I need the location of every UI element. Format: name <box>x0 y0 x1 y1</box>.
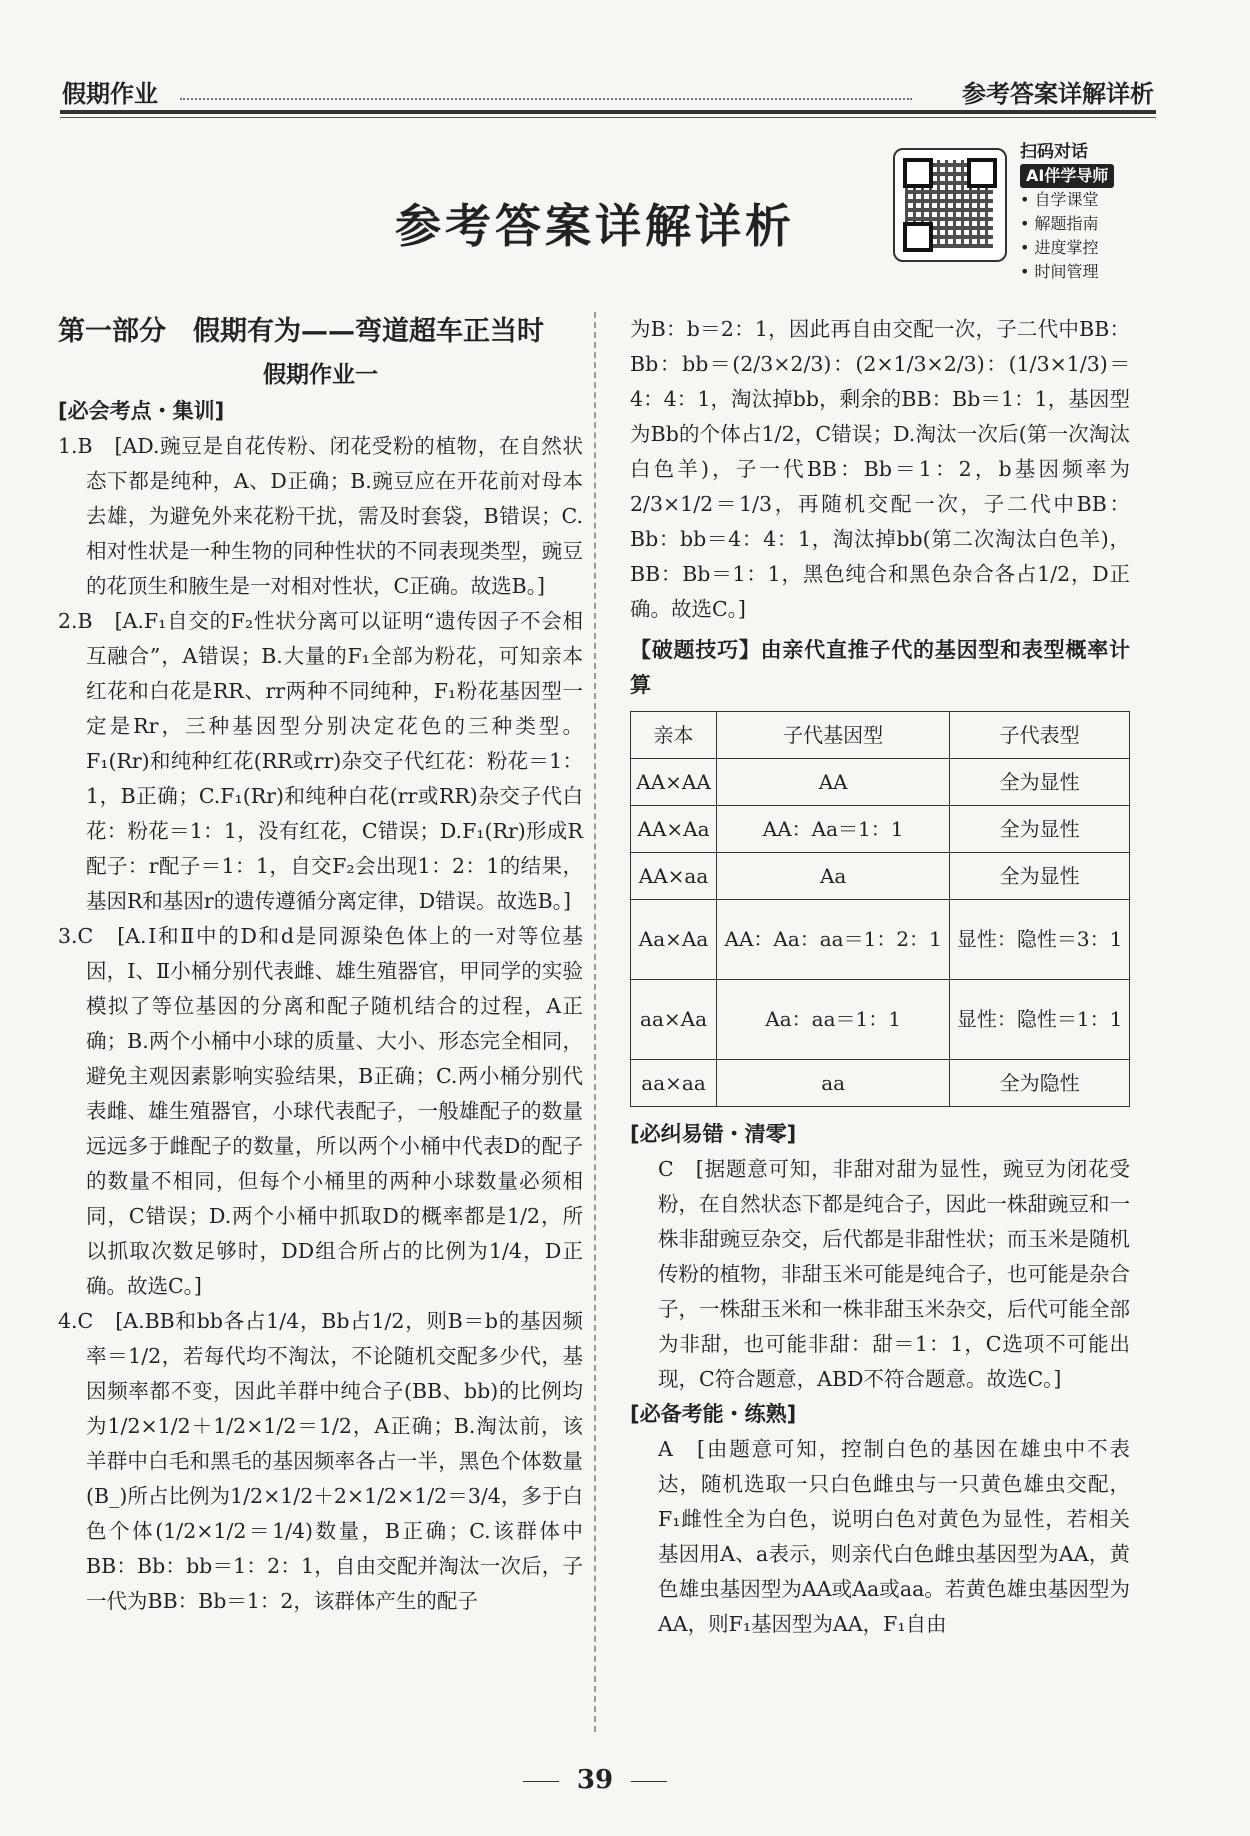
page-number: 39 <box>0 1765 1190 1795</box>
qr-corner-icon <box>967 158 997 188</box>
table-cell: 全为隐性 <box>950 1060 1130 1107</box>
section-tag-ability: [必备考能・练熟] <box>630 1402 797 1426</box>
table-cell: AA×aa <box>631 853 717 900</box>
left-column <box>58 312 583 1619</box>
table-cell: 全为显性 <box>950 853 1130 900</box>
table-row <box>631 900 1130 980</box>
right-column <box>630 312 1130 1642</box>
header-right: 参考答案详解详析 <box>962 80 1154 108</box>
column-divider <box>594 312 596 1732</box>
table-cell: AA：Aa＝1：1 <box>717 806 950 853</box>
genotype-table <box>630 711 1130 1107</box>
header-dotted-line <box>180 98 912 100</box>
header-rule <box>60 110 1156 114</box>
table-cell: 全为显性 <box>950 759 1130 806</box>
table-header: 子代基因型 <box>717 712 950 759</box>
table-row <box>631 980 1130 1060</box>
qr-panel <box>1020 140 1140 284</box>
table-cell: aa <box>717 1060 950 1107</box>
table-cell: AA×AA <box>631 759 717 806</box>
qr-item: • 自学课堂 <box>1020 190 1099 209</box>
qr-item: • 解题指南 <box>1020 214 1099 233</box>
answer-item: 2.B [A.F₁自交的F₂性状分离可以证明“遗传因子不会相互融合”，A错误；B.大量的F₁全部为粉花，可知亲本红花和白花是RR、rr两种不同纯种，F₁粉花基因型一定是Rr，三种基因型分别决定花色的三种类型。F₁(Rr)和纯种红花(RR或rr)杂交子代红花：粉花＝1：1，B正确；C.F₁(Rr)和纯种白花(rr或RR)杂交子代白花：粉花＝1：1，没有红花，C错误；D.F₁(Rr)形成R配子：r配子＝1：1，自交F₂会出现1：2：1的结果，基因R和基因r的遗传遵循分离定律，D错误。故选B。] <box>58 609 583 913</box>
header-rule-thin <box>60 117 1156 118</box>
table-cell: AA×Aa <box>631 806 717 853</box>
table-header: 亲本 <box>631 712 717 759</box>
qr-ai-badge: AI伴学导师 <box>1020 164 1114 188</box>
section-tag-error-fix: [必纠易错・清零] <box>630 1122 797 1146</box>
section-text: A [由题意可知，控制白色的基因在雄虫中不表达，随机选取一只白色雌虫与一只黄色雄虫交配，F₁雌性全为白色，说明白色对黄色为显性，若相关基因用A、a表示，则亲代白色雌虫基因型为AA，黄色雄虫基因型为AA或Aa或aa。若黄色雄虫基因型为AA，则F₁基因型为AA，F₁自由 <box>658 1437 1130 1636</box>
answer-item: 1.B [AD.豌豆是自花传粉、闭花受粉的植物，在自然状态下都是纯种，A、D正确；B.豌豆应在开花前对母本去雄，为避免外来花粉干扰，需及时套袋，B错误；C.相对性状是一种生物的同种性状的不同表现类型，豌豆的花顶生和腋生是一对相对性状，C正确。故选B。] <box>58 434 583 598</box>
subtitle: 假期作业一 <box>263 362 378 388</box>
table-header-row <box>631 712 1130 759</box>
qr-item: • 进度掌控 <box>1020 238 1099 257</box>
table-cell: aa×Aa <box>631 980 717 1060</box>
tip-heading: 【破题技巧】由亲代直推子代的基因型和表型概率计算 <box>630 638 1130 697</box>
table-cell: AA <box>717 759 950 806</box>
table-cell: aa×aa <box>631 1060 717 1107</box>
answer-item: 4.C [A.BB和bb各占1/4，Bb占1/2，则B＝b的基因频率＝1/2，若每代均不淘汰，不论随机交配多少代，基因频率都不变，因此羊群中纯合子(BB、bb)的比例均为1/2×1/2＋1/2×1/2＝1/2，A正确；B.淘汰前，该羊群中白毛和黑毛的基因频率各占一半，黑色个体数量(B_)所占比例为1/2×1/2＋2×1/2×1/2＝3/4，多于白色个体(1/2×1/2＝1/4)数量，B正确；C.该群体中BB：Bb：bb＝1：2：1，自由交配并淘汰一次后，子一代为BB：Bb＝1：2，该群体产生的配子 <box>58 1309 583 1613</box>
table-cell: Aa <box>717 853 950 900</box>
page-title: 参考答案详解详析 <box>395 199 795 253</box>
table-cell: Aa：aa＝1：1 <box>717 980 950 1060</box>
qr-corner-icon <box>903 158 933 188</box>
header-left: 假期作业 <box>62 80 158 108</box>
section-tag-must-know: [必会考点・集训] <box>58 399 225 423</box>
part-heading: 第一部分 假期有为——弯道超车正当时 <box>58 316 544 347</box>
table-cell: AA：Aa：aa＝1：2：1 <box>717 900 950 980</box>
table-cell: 显性：隐性＝3：1 <box>950 900 1130 980</box>
qr-scan-label: 扫码对话 <box>1020 142 1088 162</box>
answer-item: 3.C [A.Ⅰ和Ⅱ中的D和d是同源染色体上的一对等位基因，Ⅰ、Ⅱ小桶分别代表雌、雄生殖器官，甲同学的实验模拟了等位基因的分离和配子随机结合的过程，A正确；B.两个小桶中小球的质量、大小、形态完全相同，避免主观因素影响实验结果，B正确；C.两小桶分别代表雌、雄生殖器官，小球代表配子，一般雄配子的数量远远多于雌配子的数量，所以两个小桶中代表D的配子的数量不相同，但每个小桶里的两种小球数量必须相同，C错误；D.两个小桶中抓取D的概率都是1/2，所以抓取次数足够时，DD组合所占的比例为1/4，D正确。故选C。] <box>58 924 583 1298</box>
table-row <box>631 759 1130 806</box>
table-row <box>631 1060 1130 1107</box>
section-text: C [据题意可知，非甜对甜为显性，豌豆为闭花受粉，在自然状态下都是纯合子，因此一株甜豌豆和一株非甜豌豆杂交，后代都是非甜性状；而玉米是随机传粉的植物，非甜玉米可能是纯合子，也可能是杂合子，一株甜玉米和一株非甜玉米杂交，后代可能全部为非甜，也可能非甜：甜＝1：1，C选项不可能出现，C符合题意，ABD不符合题意。故选C。] <box>658 1157 1130 1391</box>
answer-continuation: 为B：b＝2：1，因此再自由交配一次，子二代中BB：Bb：bb＝(2/3×2/3)：(2×1/3×2/3)：(1/3×1/3)＝4：4：1，淘汰掉bb，剩余的BB：Bb＝1：1，基因型为Bb的个体占1/2，C错误；D.淘汰一次后(第一次淘汰白色羊)，子一代BB：Bb＝1：2，b基因频率为2/3×1/2＝1/3，再随机交配一次，子二代中BB：Bb：bb＝4：4：1，淘汰掉bb(第二次淘汰白色羊)，BB：Bb＝1：1，黑色纯合和黑色杂合各占1/2，D正确。故选C。] <box>630 317 1130 621</box>
qr-corner-icon <box>903 222 933 252</box>
table-header: 子代表型 <box>950 712 1130 759</box>
table-cell: 全为显性 <box>950 806 1130 853</box>
qr-code[interactable] <box>893 148 1007 262</box>
table-cell: 显性：隐性＝1：1 <box>950 980 1130 1060</box>
qr-item: • 时间管理 <box>1020 262 1099 281</box>
table-row <box>631 853 1130 900</box>
table-row <box>631 806 1130 853</box>
table-cell: Aa×Aa <box>631 900 717 980</box>
